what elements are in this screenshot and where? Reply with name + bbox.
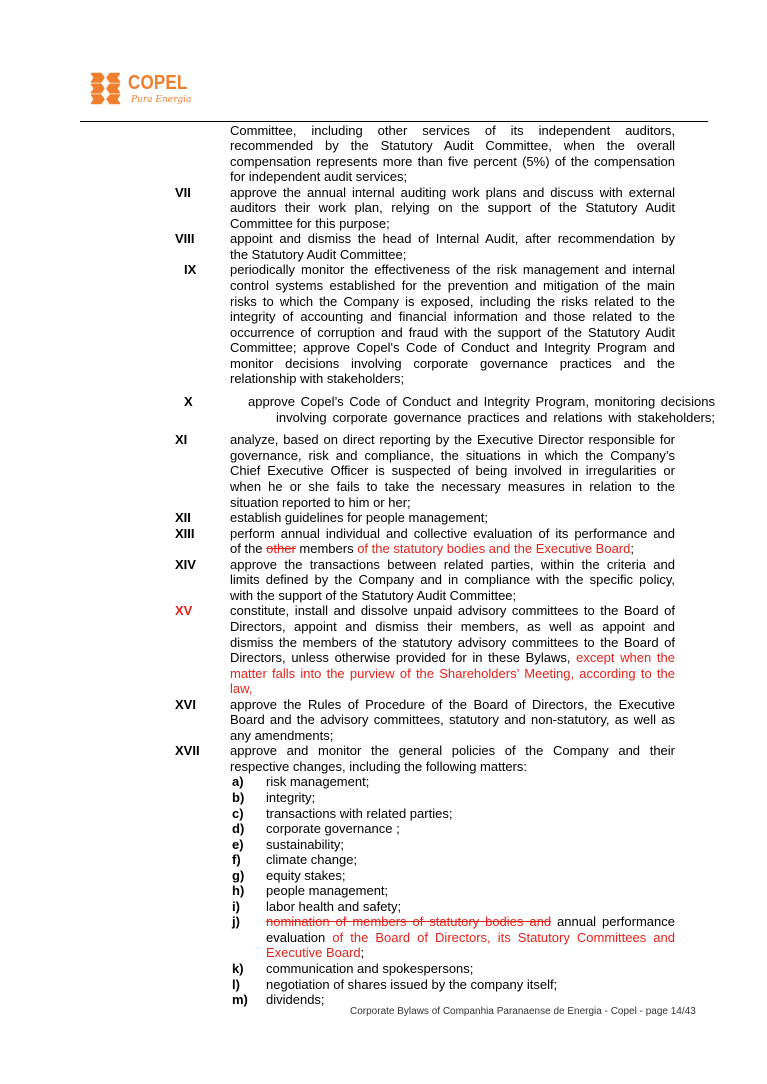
sub-item-j <box>0 914 767 961</box>
text-segment: equity stakes; <box>266 867 346 883</box>
logo-emblem-segment <box>107 95 120 104</box>
sub-item-letter: a) <box>232 774 244 790</box>
item-numeral: XIII <box>175 525 195 541</box>
text-line <box>266 868 675 884</box>
copel-logo-wordmark: COPEL <box>128 72 188 94</box>
text-line <box>230 185 675 201</box>
deleted-text: nomination of members of statutory bodies and <box>266 914 552 930</box>
text-segment: sustainability; <box>266 836 345 852</box>
item-text <box>230 743 675 774</box>
text-line <box>266 790 675 806</box>
sub-item-text <box>266 914 675 961</box>
item-xvi <box>0 697 767 744</box>
inserted-text: of the statutory bodies and the Executive Board <box>357 541 631 557</box>
item-numeral: XII <box>175 510 191 526</box>
sub-item-letter: l) <box>232 976 240 992</box>
text-line <box>230 371 675 387</box>
sub-item-text <box>266 837 675 853</box>
sub-item-text <box>266 961 675 977</box>
text-line <box>230 541 675 557</box>
text-segment: Committee for this purpose; <box>230 215 390 231</box>
item-numeral: X <box>184 394 193 410</box>
text-segment: approve the transactions between related parties, within the criteria and <box>230 556 675 572</box>
text-line <box>230 154 675 170</box>
text-line <box>230 479 675 495</box>
copel-logo-tagline: Pura Energia <box>131 95 192 105</box>
text-segment: climate change; <box>266 852 358 868</box>
text-segment: integrity; <box>266 789 316 805</box>
text-line <box>230 650 675 666</box>
text-segment: with the support of the Statutory Audit Committee; <box>230 587 517 603</box>
deleted-text: other <box>266 541 296 557</box>
text-segment: approve the annual internal auditing work plans and discuss with external <box>230 184 675 200</box>
text-segment: evaluation <box>266 929 333 945</box>
text-line <box>266 961 675 977</box>
logo-emblem-segment <box>107 74 120 83</box>
item-text <box>230 697 675 744</box>
sub-item-text <box>266 790 675 806</box>
text-line <box>230 231 675 247</box>
text-segment: appoint and dismiss the head of Internal Audit, after recommendation by <box>230 231 675 247</box>
text-segment: establish guidelines for people management; <box>230 510 489 526</box>
text-line <box>230 588 675 604</box>
text-segment: constitute, install and dissolve unpaid advisory committees to the Board of <box>230 603 675 619</box>
text-line <box>230 603 675 619</box>
text-segment: control systems established for the prevention and mitigation of the main <box>230 277 675 293</box>
item-xiv <box>0 557 767 604</box>
sub-item-text <box>266 868 675 884</box>
text-line <box>266 774 675 790</box>
sub-item-e <box>0 837 767 853</box>
item-text <box>230 231 675 262</box>
text-segment: governance, risk and compliance, the situations in which the Company’s <box>230 447 675 463</box>
text-line <box>230 216 675 232</box>
text-segment: any amendments; <box>230 727 334 743</box>
item-x <box>0 394 767 425</box>
text-segment: Chief Executive Officer is suspected of being involved in irregularities or <box>230 463 675 479</box>
text-segment: approve Copel’s Code of Conduct and Integrity Program, monitoring decisions <box>248 394 715 410</box>
text-segment: Board and the advisory committees, statutory and non-statutory, as well as <box>230 712 675 728</box>
sub-item-text <box>266 883 675 899</box>
text-line <box>266 945 675 961</box>
text-segment: Directors, appoint and dismiss their members, as well as appoint and <box>230 618 675 634</box>
item-numeral: VII <box>175 184 191 200</box>
text-segment: limits defined by the Company and in compliance with the specific policy, <box>230 572 675 588</box>
text-segment: labor health and safety; <box>266 898 402 914</box>
text-line <box>230 262 675 278</box>
text-segment: dismiss the members of the statutory advisory committees to the Board of <box>230 634 675 650</box>
text-segment: risk management; <box>266 774 370 790</box>
text-line <box>230 526 675 542</box>
text-segment: negotiation of shares issued by the company itself; <box>266 976 558 992</box>
item-continuation <box>0 123 767 185</box>
item-xvii <box>0 743 767 774</box>
text-line <box>230 123 675 139</box>
sub-item-letter: h) <box>232 883 245 899</box>
sub-item-f <box>0 852 767 868</box>
item-numeral: XVII <box>175 743 200 759</box>
sub-item-letter: g) <box>232 867 245 883</box>
text-segment: transactions with related parties; <box>266 805 453 821</box>
text-segment: Committee, including other services of its independent auditors, <box>230 122 675 138</box>
text-line <box>266 806 675 822</box>
text-segment: ; <box>360 945 365 961</box>
sub-item-k <box>0 961 767 977</box>
text-line <box>266 883 675 899</box>
text-line <box>230 572 675 588</box>
text-segment: approve and monitor the general policies of the Company and their <box>230 743 675 759</box>
logo-emblem-segment <box>92 95 105 104</box>
text-line <box>230 557 675 573</box>
sub-item-letter: j) <box>232 914 240 930</box>
inserted-text: law, <box>230 681 253 697</box>
item-numeral: VIII <box>175 231 195 247</box>
item-numeral: XV <box>175 603 193 619</box>
logo-emblem-segment <box>92 84 105 93</box>
sub-item-text <box>266 899 675 915</box>
text-line <box>266 977 675 993</box>
item-text <box>248 394 715 425</box>
sub-item-letter: b) <box>232 789 245 805</box>
item-numeral: IX <box>184 262 197 278</box>
text-line <box>230 340 675 356</box>
item-text <box>230 432 675 510</box>
text-line <box>266 930 675 946</box>
item-viii <box>0 231 767 262</box>
text-line <box>276 410 715 426</box>
text-segment: occurrence of corruption and fraud with the support of the Statutory Audit <box>230 324 675 340</box>
logo-emblem-segment <box>92 74 105 83</box>
sub-item-b <box>0 790 767 806</box>
sub-item-text <box>266 852 675 868</box>
text-line <box>266 837 675 853</box>
text-segment: people management; <box>266 883 389 899</box>
text-line <box>230 278 675 294</box>
text-segment: Directors, unless otherwise provided for in these Bylaws, <box>230 650 577 666</box>
text-segment: integrity of accounting and financial information and those related to the <box>230 309 675 325</box>
item-xv <box>0 603 767 696</box>
text-segment: involving corporate governance practices and relations with stakeholders; <box>276 409 715 425</box>
text-segment: respective changes, including the following matters: <box>230 758 527 774</box>
text-segment: ; <box>630 541 634 557</box>
item-vii <box>0 185 767 232</box>
text-line <box>230 712 675 728</box>
item-numeral: XVI <box>175 696 196 712</box>
text-line <box>266 821 675 837</box>
text-segment: auditors their work plan, relying on the support of the Statutory Audit <box>230 200 675 216</box>
text-segment: periodically monitor the effectiveness of the risk management and internal <box>230 262 675 278</box>
sub-item-letter: i) <box>232 898 240 914</box>
sub-item-letter: c) <box>232 805 244 821</box>
text-segment: recommended by the Statutory Audit Committee, when the overall <box>230 138 675 154</box>
text-line <box>230 619 675 635</box>
item-xi <box>0 432 767 510</box>
text-segment: monitor decisions involving corporate governance practices and the <box>230 355 675 371</box>
item-numeral: XI <box>175 432 188 448</box>
text-line <box>248 394 715 410</box>
text-line <box>230 697 675 713</box>
item-xiii <box>0 526 767 557</box>
bylaws-article-body <box>0 123 767 1008</box>
text-line <box>230 743 675 759</box>
sub-item-l <box>0 977 767 993</box>
sub-item-c <box>0 806 767 822</box>
text-segment: Committee; approve Copel's Code of Conduct and Integrity Program and <box>230 340 675 356</box>
text-line <box>230 635 675 651</box>
text-segment: members <box>295 541 358 557</box>
text-line <box>230 325 675 341</box>
item-ix <box>0 262 767 386</box>
text-segment: dividends; <box>266 992 325 1008</box>
copel-logo-emblem-icon <box>90 72 121 105</box>
text-line <box>230 356 675 372</box>
item-text <box>230 526 675 557</box>
text-segment: situation reported to him or her; <box>230 494 411 510</box>
item-text <box>230 603 675 696</box>
sub-item-letter: f) <box>232 852 241 868</box>
item-text <box>230 185 675 232</box>
item-numeral: XIV <box>175 556 196 572</box>
item-text <box>230 510 675 526</box>
sub-item-letter: m) <box>232 992 248 1008</box>
text-segment: corporate governance ; <box>266 821 400 837</box>
sub-item-text <box>266 774 675 790</box>
text-segment: compensation represents more than five percent (5%) of the compensation <box>230 153 675 169</box>
text-segment: annual performance <box>551 914 675 930</box>
page-footer: Corporate Bylaws of Companhia Paranaense de Energia - Copel - page 14/43 <box>350 1006 696 1017</box>
text-line <box>230 666 675 682</box>
text-line <box>230 309 675 325</box>
text-line <box>230 247 675 263</box>
text-segment: analyze, based on direct reporting by the Executive Director responsible for <box>230 432 675 448</box>
sub-item-a <box>0 774 767 790</box>
text-segment: of the <box>230 541 267 557</box>
text-segment: risks to which the Company is exposed, including the risks related to the <box>230 293 675 309</box>
text-line <box>230 463 675 479</box>
text-line <box>230 681 675 697</box>
logo-emblem-segment <box>107 84 120 93</box>
item-xii <box>0 510 767 526</box>
text-line <box>230 759 675 775</box>
text-segment: relationship with stakeholders; <box>230 371 405 387</box>
item-text <box>230 557 675 604</box>
sub-item-g <box>0 868 767 884</box>
inserted-text: of the Board of Directors, its Statutory Committees and <box>332 929 675 945</box>
text-segment: the Statutory Audit Committee; <box>230 246 407 262</box>
text-line <box>230 138 675 154</box>
text-line <box>230 495 675 511</box>
text-line <box>230 510 675 526</box>
text-line <box>230 432 675 448</box>
sub-item-text <box>266 806 675 822</box>
inserted-text: Executive Board <box>266 945 361 961</box>
sub-item-text <box>266 821 675 837</box>
text-line <box>230 728 675 744</box>
sub-item-h <box>0 883 767 899</box>
sub-item-i <box>0 899 767 915</box>
item-text <box>230 123 675 185</box>
sub-item-letter: k) <box>232 960 244 976</box>
inserted-text: matter falls into the purview of the Shareholders’ Meeting, according to the <box>230 665 675 681</box>
text-segment: communication and spokespersons; <box>266 960 474 976</box>
sub-item-letter: d) <box>232 821 245 837</box>
sub-item-d <box>0 821 767 837</box>
sub-item-text <box>266 977 675 993</box>
text-line <box>266 899 675 915</box>
sub-item-letter: e) <box>232 836 244 852</box>
text-line <box>230 200 675 216</box>
text-segment: when he or she fails to take the necessary measures in relation to the <box>230 479 675 495</box>
text-line <box>266 852 675 868</box>
inserted-text: except when the <box>576 650 675 666</box>
text-line <box>230 448 675 464</box>
text-line <box>230 294 675 310</box>
text-line <box>266 914 675 930</box>
text-segment: perform annual individual and collective evaluation of its performance and <box>230 525 675 541</box>
text-segment: approve the Rules of Procedure of the Board of Directors, the Executive <box>230 696 675 712</box>
item-text <box>230 262 675 386</box>
text-segment: for independent audit services; <box>230 169 408 185</box>
text-line <box>230 169 675 185</box>
